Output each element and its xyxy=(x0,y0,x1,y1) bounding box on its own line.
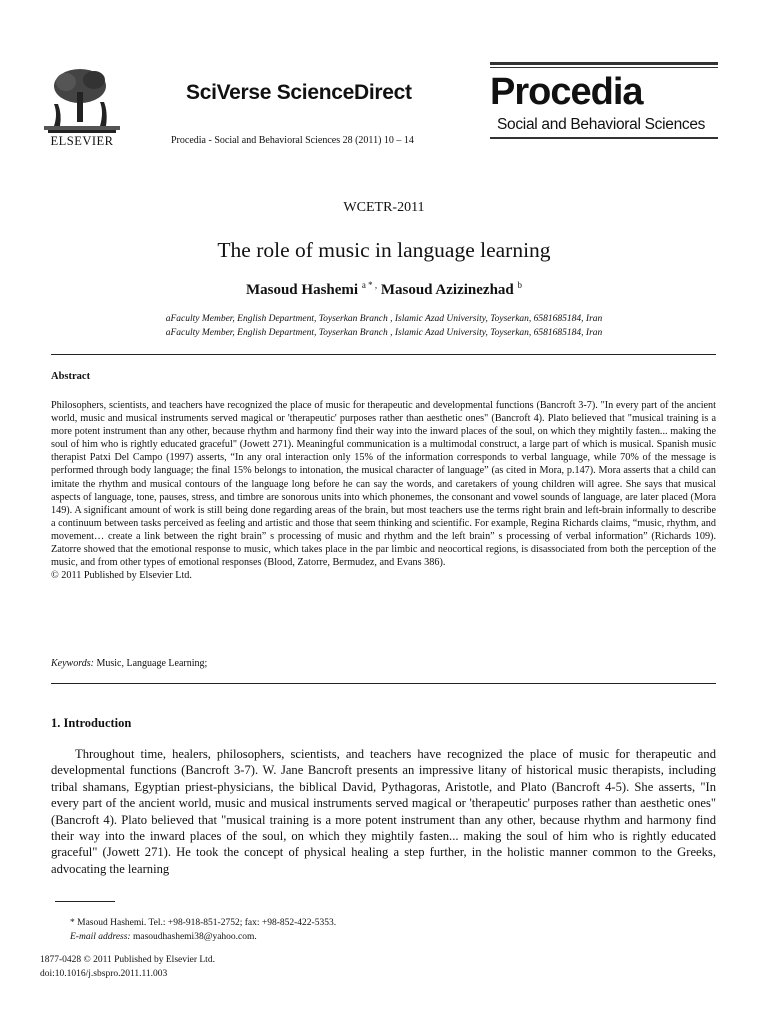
journal-brand: Procedia xyxy=(490,71,643,113)
footnote-rule xyxy=(55,901,115,902)
divider-top xyxy=(51,354,716,355)
section-heading-introduction: 1. Introduction xyxy=(51,716,132,730)
email-label: E-mail address: xyxy=(70,932,131,942)
brand-rule-top-thin xyxy=(490,67,718,68)
author-a-mark: a * , xyxy=(361,280,378,290)
keywords xyxy=(51,658,207,669)
article-title: The role of music in language learning xyxy=(217,238,551,262)
journal-brand-subtitle: Social and Behavioral Sciences xyxy=(497,116,706,133)
keywords-list: Music, Language Learning; xyxy=(93,658,208,669)
brand-rule-top xyxy=(490,62,718,65)
keywords-label: Keywords: xyxy=(51,658,94,669)
author-b-mark: b xyxy=(517,280,523,290)
affiliation-a: aFaculty Member, English Department, Toyserkan Branch , Islamic Azad University, Toyserkan, 6581685184, Iran xyxy=(165,314,603,324)
author-a: Masoud Hashemi xyxy=(245,282,359,298)
elsevier-tree-icon xyxy=(40,64,124,134)
footnote-email xyxy=(70,932,257,942)
affiliation-b: aFaculty Member, English Department, Toyserkan Branch , Islamic Azad University, Toyserkan, 6581685184, Iran xyxy=(165,328,603,338)
issn-line: 1877-0428 © 2011 Published by Elsevier Ltd. xyxy=(40,955,215,965)
abstract-body xyxy=(51,399,716,582)
abstract-heading: Abstract xyxy=(51,371,91,382)
publisher-name: ELSEVIER xyxy=(50,134,114,148)
platform-logo: SciVerse ScienceDirect xyxy=(186,81,412,104)
divider-bottom xyxy=(51,683,716,684)
author-b: Masoud Azizinezhad xyxy=(380,282,514,298)
journal-citation: Procedia - Social and Behavioral Sciences 28 (2011) 10 – 14 xyxy=(171,135,414,146)
brand-rule-bottom xyxy=(490,137,718,139)
abstract-text: Philosophers, scientists, and teachers have recognized the place of music for therapeutic and developmental functions (Bancroft 3-7). "In every part of the ancient world, music and musical instruments served magical or 'therapeutic' purposes rather than aesthetic ones" (Bancroft 4). Plato believed that "musical training is a more potent instrument than any other, because rhythm and harmony find their way into the inward places of the soul, on which they mightily fasten... making the soul of him who is rightly educated graceful" (Jowett 271). Meaningful communication is a multimodal construct, a large part of which is musical. Spanish music therapist Patxi Del Campo (1997) asserts, “In any oral interaction only 15% of the information corresponds to verbal language, while 70% of the message is performed through body language; the final 15% belongs to intonation, the musical character of language” (as cited in Mora, p.147). Mora asserts that a child can imitate the rhythm and musical contours of the language long before he can say the words, and caretakers of young children will agree. She says that musical aspects of language, tone, pauses, stress, and timbre are sonorous units into which phonemes, the consonant and vowel sounds of language, are later placed (Mora 149). A significant amount of work is still being done regarding areas of the brain, but most teachers use the terms right brain and left-brain informally to describe a continuum between tasks perceived as feeling and artistic and those that seem thinking and scientific. For example, Regina Richards claims, “music, rhythm, and movement… create a link between the right brain” s processing of music and rhythm and the left brain” s processing of verbal information” (Richards 109). Zatorre showed that the emotional response to music, which takes place in the par limbic and neocortical regions, is disassociated from both the perception of the music, and from other types of emotional responses (Blood, Zatorre, Bermudez, and Evans 386). xyxy=(51,400,716,569)
email-link[interactable]: masoudhashemi38@yahoo.com. xyxy=(130,932,257,942)
footnote-contact: * Masoud Hashemi. Tel.: +98-918-851-2752; fax: +98-852-422-5353. xyxy=(70,918,337,928)
introduction-body: Throughout time, healers, philosophers, scientists, and teachers have recognized the place of music for therapeutic and developmental functions (Bancroft 3-7). W. Jane Bancroft presents an impressive litany of historical music therapists, including tribal shamans, Egyptian priest-physicians, the biblical David, Pythagoras, Aristotle, and Plato (Bancroft 4-5). She asserts, "In every part of the ancient world, music and musical instruments served magical or 'therapeutic' purposes rather than aesthetic ones" (Bancroft 4). Plato believed that "musical training is a more potent instrument than any other, because rhythm and harmony find their way into the inward places of the soul, on which they mightily fasten... making the soul of him who is rightly educated graceful" (Jowett 271). He took the concept of physical healing a step further, in the holistic manner common to the Greeks, advocating the learning xyxy=(51,747,716,876)
abstract-copyright: © 2011 Published by Elsevier Ltd. xyxy=(51,570,192,582)
author-list xyxy=(0,280,768,299)
doi-line[interactable]: doi:10.1016/j.sbspro.2011.11.003 xyxy=(40,969,168,979)
conference-name: WCETR-2011 xyxy=(343,200,425,215)
